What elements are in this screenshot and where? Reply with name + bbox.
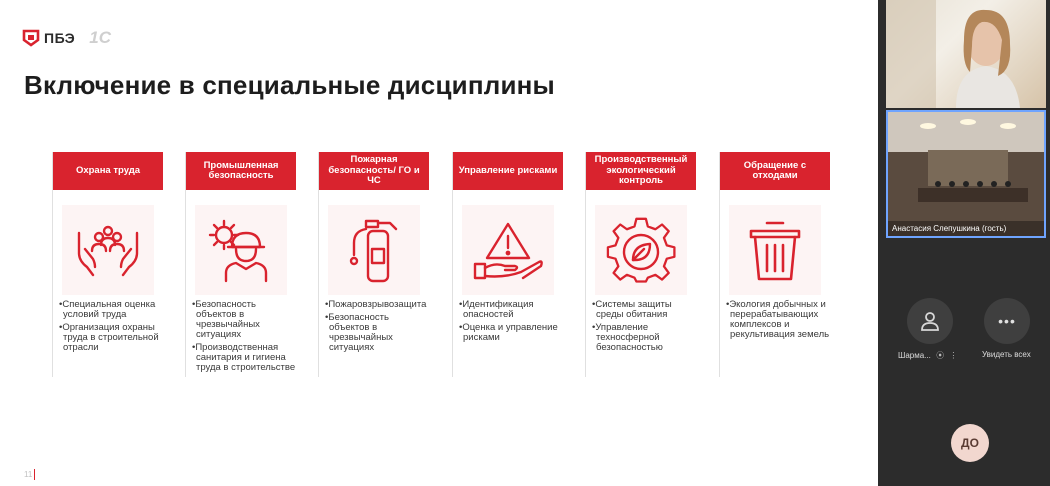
discipline-card xyxy=(585,152,695,377)
page-number-divider xyxy=(34,469,35,480)
bullet-item: •Оценка и управление рисками xyxy=(459,322,558,343)
hands-people-icon xyxy=(62,205,154,295)
bullet-item: •Экология добычных и перерабатывающих комплексов и рекультивация земель xyxy=(726,299,830,340)
card-heading: Производственный экологический контроль xyxy=(586,152,696,190)
discipline-card xyxy=(452,152,562,377)
bullet-item: •Безопасность объектов в чрезвычайных ситуациях xyxy=(192,299,260,340)
participant-tile-label: Шарма... ⦿ ⋮ xyxy=(898,351,958,360)
more-dots-icon: ••• xyxy=(998,313,1016,329)
bullet-item: •Организация охраны труда в строительной отрасли xyxy=(59,322,159,353)
shield-logo-icon xyxy=(22,29,40,47)
page-number: 11 xyxy=(24,470,33,479)
card-heading: Промышленная безопасность xyxy=(186,152,296,190)
discipline-card xyxy=(52,152,162,377)
logo-text: ПБЭ xyxy=(44,30,76,46)
bullet-item: •Идентификация опасностей xyxy=(459,299,534,320)
bullet-item: •Безопасность объектов в чрезвычайных ситуациях xyxy=(325,312,393,353)
company-logo xyxy=(22,28,111,48)
bullet-item: •Управление техносферной безопасностью xyxy=(592,322,663,353)
card-text xyxy=(592,300,696,356)
card-heading: Обращение с отходами xyxy=(720,152,830,190)
card-heading: Пожарная безопасность/ ГО и ЧС xyxy=(319,152,429,190)
trash-can-icon xyxy=(729,205,821,295)
speaker-silhouette-icon xyxy=(886,0,1046,108)
discipline-card xyxy=(318,152,428,377)
discipline-card xyxy=(719,152,829,377)
participant-name: Анастасия Слепушкина (гость) xyxy=(888,221,1044,236)
warning-hand-icon xyxy=(462,205,554,295)
logo-1c: 1С xyxy=(89,28,111,47)
participants-panel xyxy=(878,0,1050,486)
participant-tile[interactable] xyxy=(907,298,953,344)
worker-gear-icon xyxy=(195,205,287,295)
leaf-gear-icon xyxy=(595,205,687,295)
mic-muted-icon: ⦿ xyxy=(936,351,945,360)
fire-extinguisher-icon xyxy=(328,205,420,295)
card-text xyxy=(192,300,296,376)
bullet-item: •Специальная оценка условий труда xyxy=(59,299,156,320)
conference-room-icon xyxy=(888,112,1044,236)
participant-video[interactable] xyxy=(886,110,1046,238)
card-heading: Управление рисками xyxy=(453,152,563,190)
card-text xyxy=(459,300,563,346)
bullet-item: •Системы защиты среды обитания xyxy=(592,299,672,320)
participant-video[interactable] xyxy=(886,0,1046,108)
user-avatar-icon xyxy=(919,310,941,332)
card-heading: Охрана труда xyxy=(53,152,163,190)
discipline-card xyxy=(185,152,295,377)
more-vertical-icon: ⋮ xyxy=(949,351,958,360)
card-text xyxy=(59,300,163,356)
card-text xyxy=(726,300,830,343)
see-all-label: Увидеть всех xyxy=(982,350,1031,359)
slide-title: Включение в специальные дисциплины xyxy=(24,70,555,100)
card-text xyxy=(325,300,429,356)
bullet-item: •Пожаровзрывозащита xyxy=(325,299,427,310)
self-avatar[interactable]: ДО xyxy=(951,424,989,462)
bullet-item: •Производственная санитария и гигиена труда в строительстве xyxy=(192,342,296,373)
see-all-button[interactable] xyxy=(984,298,1030,344)
